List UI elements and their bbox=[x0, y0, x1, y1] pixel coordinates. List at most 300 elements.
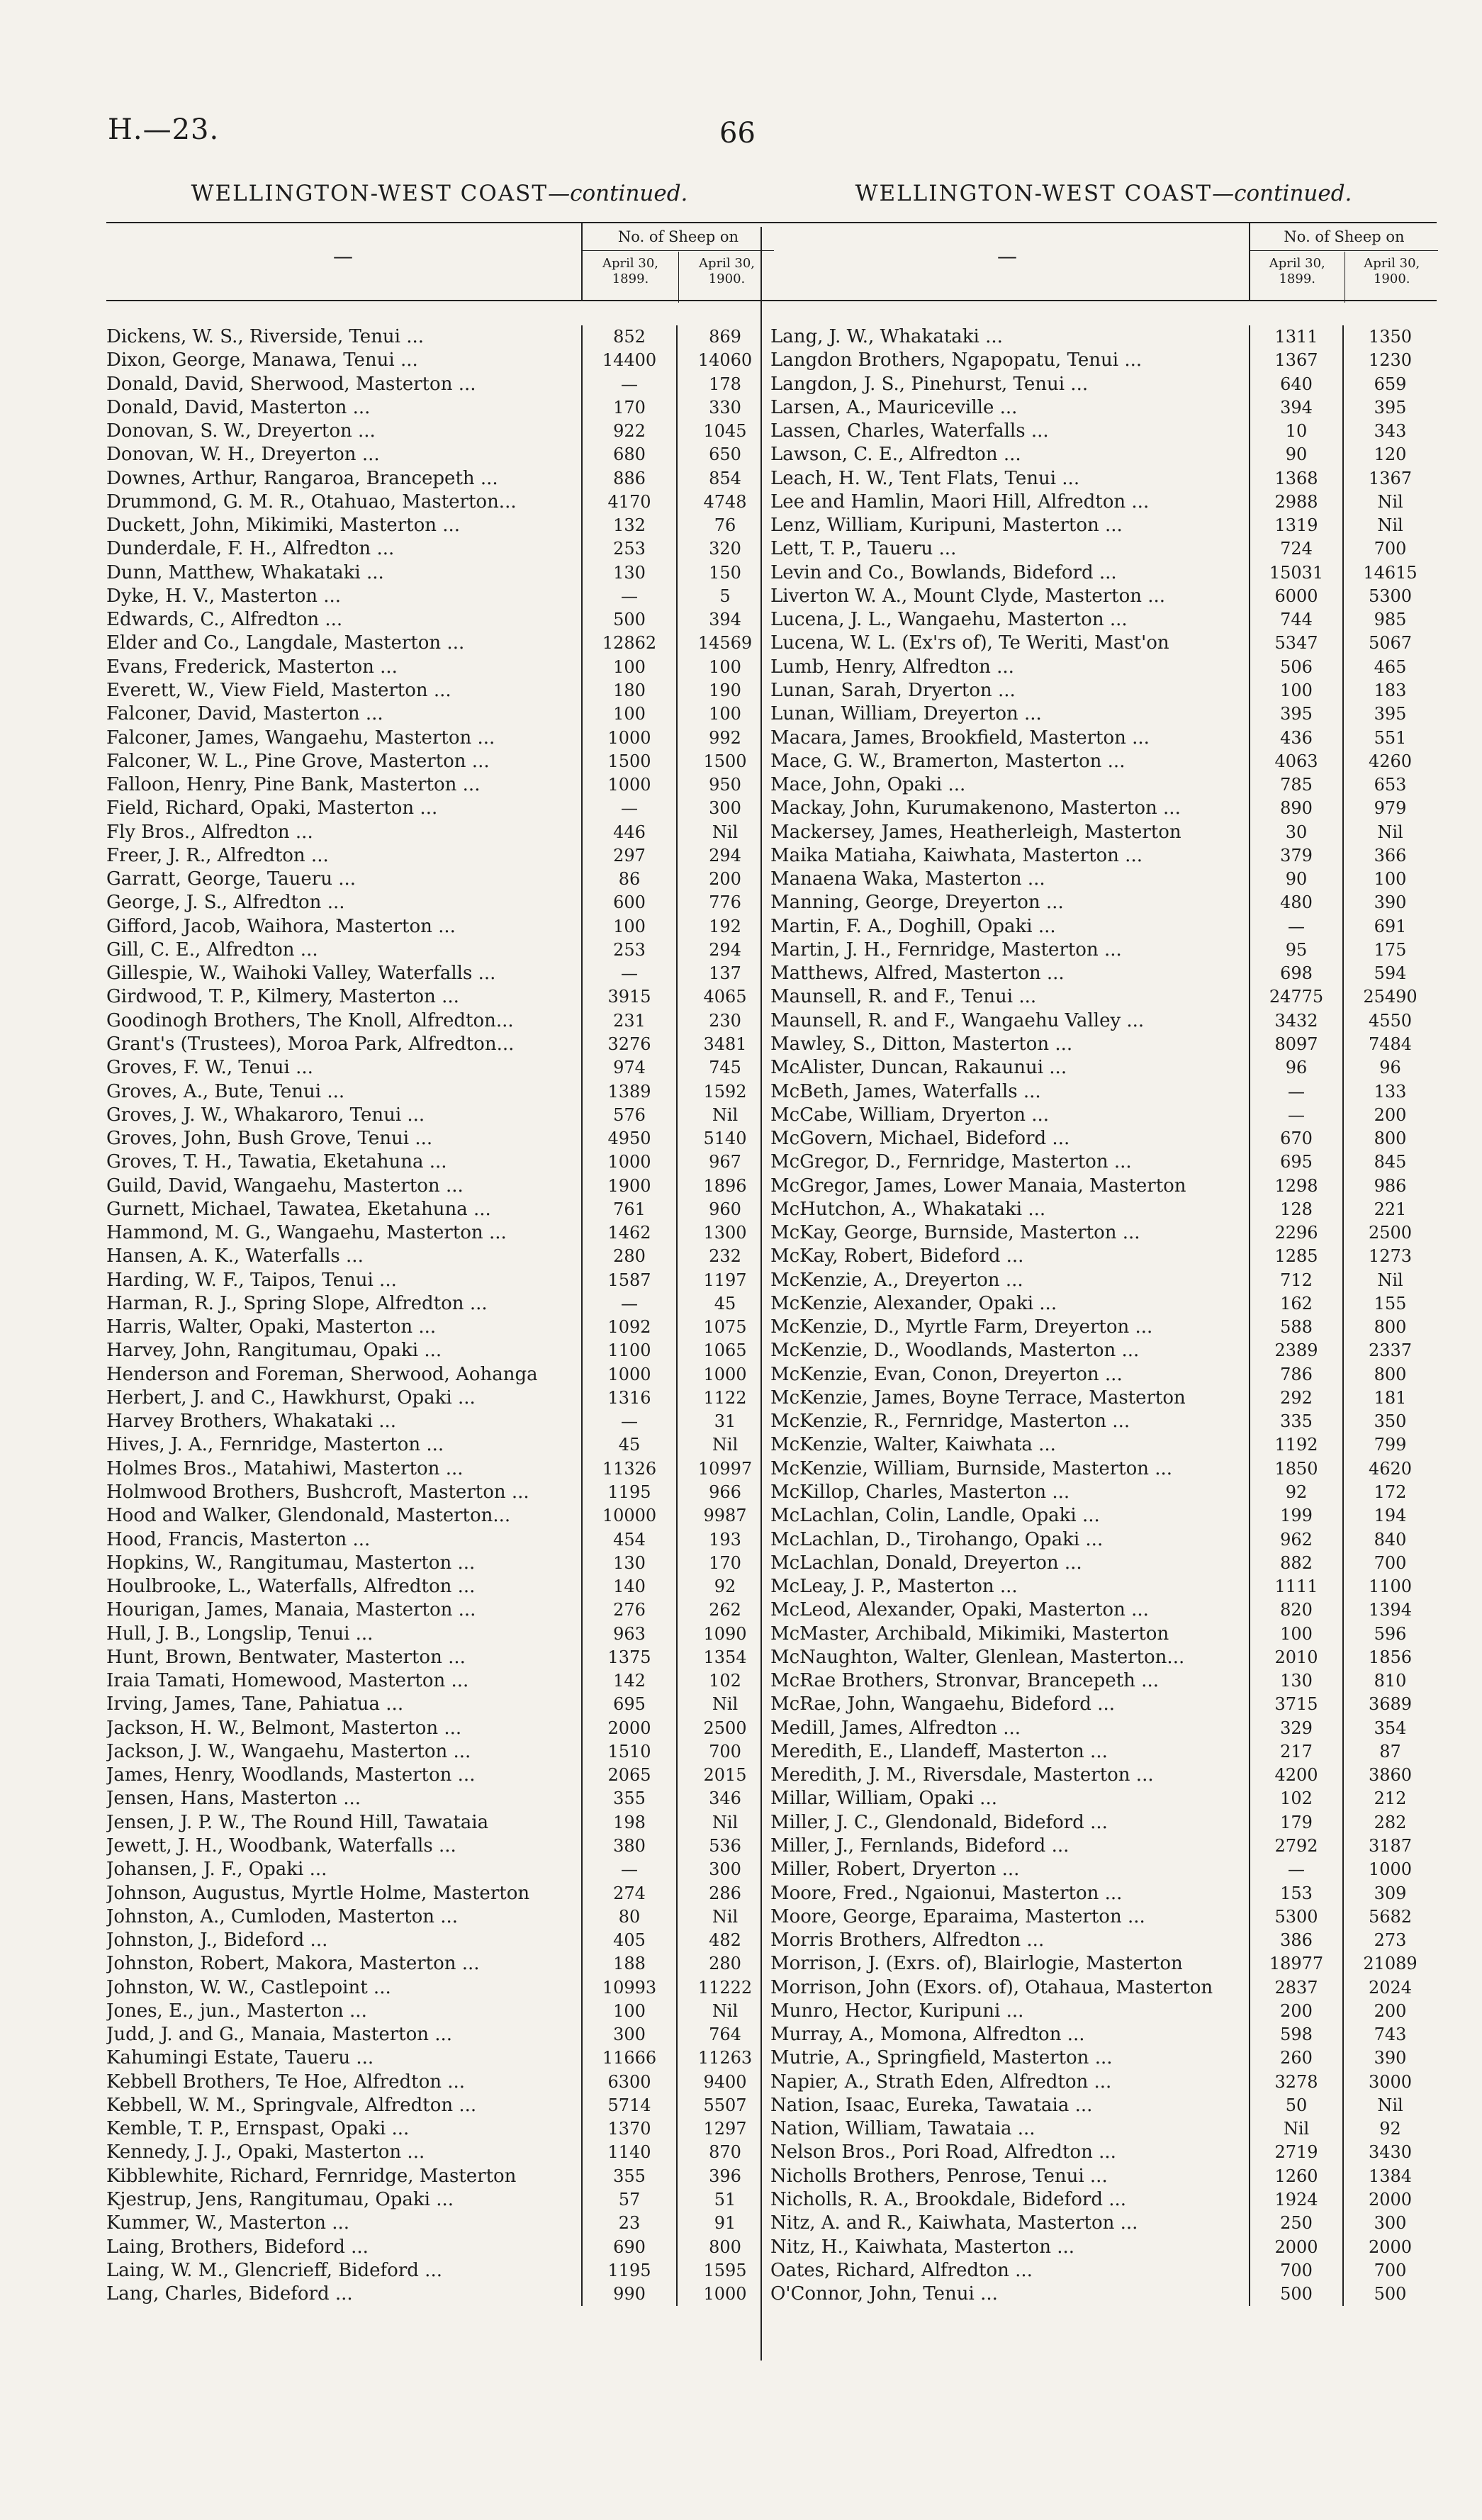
sheep-1900: 810 bbox=[1374, 1671, 1407, 1691]
sheep-1900: 200 bbox=[1374, 2000, 1407, 2021]
owner-name: Morrison, John (Exors. of), Otahaua, Masterton bbox=[770, 1976, 1213, 1998]
table-row bbox=[770, 2236, 1437, 2259]
sheep-1899: 698 bbox=[1280, 963, 1313, 984]
sheep-1899: 128 bbox=[1280, 1199, 1313, 1219]
owner-name: Johnson, Augustus, Myrtle Holme, Masterton bbox=[106, 1882, 530, 1904]
sheep-1899: — bbox=[1288, 916, 1305, 936]
table-row bbox=[770, 2023, 1437, 2046]
table-row bbox=[770, 1127, 1437, 1150]
owner-name: Langdon, J. S., Pinehurst, Tenui ... bbox=[770, 373, 1089, 395]
table-row bbox=[106, 537, 773, 561]
left-column bbox=[106, 181, 773, 2306]
table-row bbox=[770, 727, 1437, 750]
owner-name: McCabe, William, Dryerton ... bbox=[770, 1104, 1050, 1126]
sheep-1899: 1319 bbox=[1274, 515, 1318, 536]
sheep-1899: 153 bbox=[1280, 1883, 1313, 1903]
table-row bbox=[106, 1646, 773, 1669]
owner-name: Hourigan, James, Manaia, Masterton ... bbox=[106, 1599, 476, 1621]
sheep-1899: 162 bbox=[1280, 1293, 1313, 1314]
sheep-1900: 854 bbox=[709, 468, 741, 488]
sheep-1899: 1316 bbox=[607, 1387, 651, 1408]
sheep-1899: 395 bbox=[1280, 704, 1313, 724]
table-row bbox=[106, 727, 773, 750]
sheep-1899: 886 bbox=[613, 468, 646, 488]
owner-name: Garratt, George, Taueru ... bbox=[106, 868, 357, 890]
owner-name: Harding, W. F., Taipos, Tenui ... bbox=[106, 1269, 397, 1291]
table-row bbox=[770, 1858, 1437, 1881]
table-row bbox=[770, 1504, 1437, 1528]
owner-name: Medill, James, Alfredton ... bbox=[770, 1717, 1021, 1739]
sheep-1899: 3276 bbox=[607, 1034, 651, 1054]
table-row bbox=[770, 1693, 1437, 1716]
owner-name: Mackersey, James, Heatherleigh, Masterton bbox=[770, 821, 1181, 843]
sheep-1899: 95 bbox=[1285, 939, 1308, 960]
table-row bbox=[106, 891, 773, 914]
sheep-1900: 87 bbox=[1379, 1741, 1401, 1762]
sheep-1899: 8097 bbox=[1274, 1034, 1318, 1054]
owner-name: Harman, R. J., Spring Slope, Alfredton ... bbox=[106, 1292, 488, 1314]
sheep-1900: 320 bbox=[709, 539, 741, 559]
sheep-1900: Nil bbox=[712, 1694, 739, 1715]
table-row bbox=[770, 750, 1437, 773]
sheep-1900: 1075 bbox=[703, 1317, 747, 1338]
table-row bbox=[770, 891, 1437, 914]
owner-name: Evans, Frederick, Masterton ... bbox=[106, 656, 398, 678]
owner-name: Levin and Co., Bowlands, Bideford ... bbox=[770, 561, 1117, 583]
sheep-1899: 130 bbox=[1280, 1671, 1313, 1691]
table-row bbox=[106, 656, 773, 679]
table-row bbox=[770, 349, 1437, 372]
sheep-1899: 1370 bbox=[607, 2119, 651, 2139]
sheep-1900: 1000 bbox=[703, 2284, 747, 2305]
sheep-1899: 4950 bbox=[607, 1129, 651, 1149]
sheep-1900: 346 bbox=[709, 1788, 741, 1809]
table-row bbox=[770, 1457, 1437, 1481]
table-row bbox=[106, 1598, 773, 1622]
sheep-1899: 100 bbox=[613, 656, 646, 677]
table-row bbox=[770, 1363, 1437, 1387]
owner-name: Donovan, S. W., Dreyerton ... bbox=[106, 420, 376, 442]
sheep-1899: 380 bbox=[613, 1836, 646, 1856]
owner-name: Hull, J. B., Longslip, Tenui ... bbox=[106, 1623, 374, 1645]
sheep-1899: 253 bbox=[613, 939, 646, 960]
owner-name: Donald, David, Masterton ... bbox=[106, 396, 371, 418]
owner-name: Houlbrooke, L., Waterfalls, Alfredton ... bbox=[106, 1576, 476, 1598]
sheep-1900: 10997 bbox=[697, 1458, 753, 1479]
sheep-1899: 5714 bbox=[607, 2095, 651, 2115]
sheep-1900: 799 bbox=[1374, 1435, 1407, 1455]
page-number: 66 bbox=[719, 117, 756, 150]
sheep-1900: 3000 bbox=[1368, 2071, 1413, 2092]
table-row bbox=[770, 1552, 1437, 1575]
sheep-1899: 4063 bbox=[1274, 751, 1318, 771]
sheep-1899: — bbox=[621, 1411, 638, 1432]
owner-name: Manning, George, Dreyerton ... bbox=[770, 892, 1064, 914]
sheep-1899: 11666 bbox=[602, 2048, 657, 2068]
owner-name: Dickens, W. S., Riverside, Tenui ... bbox=[106, 326, 425, 347]
owner-name: Martin, F. A., Doghill, Opaki ... bbox=[770, 915, 1056, 937]
table-row bbox=[106, 1764, 773, 1787]
owner-name: Lumb, Henry, Alfredton ... bbox=[770, 656, 1014, 678]
table-row bbox=[770, 420, 1437, 443]
owner-name: James, Henry, Woodlands, Masterton ... bbox=[106, 1764, 476, 1786]
table-row bbox=[770, 1292, 1437, 1316]
sheep-1899: 695 bbox=[613, 1694, 646, 1715]
owner-name: Liverton W. A., Mount Clyde, Masterton ... bbox=[770, 585, 1166, 607]
sheep-1900: 465 bbox=[1374, 656, 1407, 677]
owner-name: Nitz, A. and R., Kaiwhata, Masterton ... bbox=[770, 2212, 1138, 2234]
sheep-1900: 2000 bbox=[1368, 2236, 1413, 2257]
table-row bbox=[770, 396, 1437, 420]
table-row bbox=[770, 1316, 1437, 1339]
sheep-1900: 150 bbox=[709, 562, 741, 583]
sheep-1899: 260 bbox=[1280, 2048, 1313, 2068]
table-row bbox=[106, 325, 773, 349]
sheep-1899: 446 bbox=[613, 822, 646, 842]
sheep-1899: 200 bbox=[1280, 2000, 1313, 2021]
owner-name: Dunderdale, F. H., Alfredton ... bbox=[106, 538, 395, 560]
sheep-1899: 744 bbox=[1280, 610, 1313, 630]
owner-name: Dixon, George, Manawa, Tenui ... bbox=[106, 349, 418, 371]
sheep-1900: Nil bbox=[712, 2000, 739, 2021]
sheep-1900: 366 bbox=[1374, 845, 1407, 866]
sheep-1899: — bbox=[621, 798, 638, 819]
sheep-1899: 1140 bbox=[607, 2142, 651, 2163]
sheep-1900: 1367 bbox=[1368, 468, 1413, 488]
sheep-1899: 250 bbox=[1280, 2213, 1313, 2234]
sheep-1899: 170 bbox=[613, 397, 646, 418]
owner-name: Johnston, A., Cumloden, Masterton ... bbox=[106, 1905, 459, 1927]
owner-name: Munro, Hector, Kuripuni ... bbox=[770, 2000, 1024, 2022]
sheep-1900: 286 bbox=[709, 1883, 741, 1903]
table-row bbox=[106, 1717, 773, 1740]
sheep-1900: 800 bbox=[1374, 1317, 1407, 1338]
table-row bbox=[106, 2023, 773, 2046]
sheep-1900: 221 bbox=[1374, 1199, 1407, 1219]
sheep-1900: 5067 bbox=[1368, 633, 1413, 654]
owner-name: Dunn, Matthew, Whakataki ... bbox=[106, 561, 384, 583]
sheep-1899: 132 bbox=[613, 515, 646, 536]
table-row bbox=[770, 2165, 1437, 2188]
table-row bbox=[106, 1198, 773, 1221]
sheep-1899: 922 bbox=[613, 421, 646, 442]
owner-name: Moore, George, Eparaima, Masterton ... bbox=[770, 1905, 1145, 1927]
table-row bbox=[770, 2283, 1437, 2306]
table-row bbox=[770, 656, 1437, 679]
table-row bbox=[106, 1858, 773, 1881]
sheep-1900: 3430 bbox=[1368, 2142, 1413, 2163]
table-row bbox=[106, 1009, 773, 1033]
table-row bbox=[770, 962, 1437, 985]
table-row bbox=[770, 2094, 1437, 2117]
sheep-1900: 14615 bbox=[1363, 562, 1418, 583]
sheep-1900: 194 bbox=[1374, 1506, 1407, 1526]
table-row bbox=[106, 702, 773, 726]
table-row bbox=[770, 373, 1437, 396]
table-row bbox=[106, 679, 773, 702]
sheep-1899: 11326 bbox=[602, 1458, 657, 1479]
owner-name: Donald, David, Sherwood, Masterton ... bbox=[106, 373, 476, 395]
owner-name: McRae Brothers, Stronvar, Brancepeth ... bbox=[770, 1670, 1159, 1692]
table-row bbox=[106, 868, 773, 891]
sheep-1900: 3187 bbox=[1368, 1836, 1413, 1856]
owner-name: Freer, J. R., Alfredton ... bbox=[106, 844, 329, 866]
owner-name: Dyke, H. V., Masterton ... bbox=[106, 585, 342, 607]
sheep-1899: 24775 bbox=[1269, 987, 1324, 1007]
table-row bbox=[106, 608, 773, 632]
sheep-1900: 3689 bbox=[1368, 1694, 1413, 1715]
table-row bbox=[106, 1952, 773, 1976]
sheep-1900: 1045 bbox=[703, 421, 747, 442]
sheep-1899: 2792 bbox=[1274, 1836, 1318, 1856]
table-row bbox=[770, 1245, 1437, 1268]
table-row bbox=[106, 915, 773, 939]
owner-name: Mutrie, A., Springfield, Masterton ... bbox=[770, 2047, 1113, 2069]
sheep-1899: 2000 bbox=[607, 1718, 651, 1738]
sheep-1899: 86 bbox=[618, 869, 641, 890]
owner-name: Mawley, S., Ditton, Masterton ... bbox=[770, 1033, 1073, 1055]
owner-name: Kahumingi Estate, Taueru ... bbox=[106, 2047, 374, 2069]
table-row bbox=[770, 1717, 1437, 1740]
table-row bbox=[770, 773, 1437, 797]
sheep-1899: 180 bbox=[613, 680, 646, 700]
owner-name: Falconer, David, Masterton ... bbox=[106, 703, 383, 725]
table-row bbox=[106, 1033, 773, 1056]
table-row bbox=[106, 1740, 773, 1764]
sheep-1899: 276 bbox=[613, 1600, 646, 1620]
table-row bbox=[770, 1811, 1437, 1835]
sheep-1899: 199 bbox=[1280, 1506, 1313, 1526]
sheep-1899: 690 bbox=[613, 2236, 646, 2257]
owner-name: Lunan, William, Dreyerton ... bbox=[770, 703, 1042, 725]
table-row bbox=[770, 585, 1437, 608]
table-row bbox=[106, 443, 773, 466]
table-row bbox=[770, 821, 1437, 844]
sheep-1900: 4550 bbox=[1368, 1010, 1413, 1031]
owner-name: Jensen, J. P. W., The Round Hill, Tawataia bbox=[106, 1811, 489, 1833]
sheep-1899: 297 bbox=[613, 845, 646, 866]
sheep-1900: 294 bbox=[709, 939, 741, 960]
sheep-1900: 700 bbox=[1374, 1552, 1407, 1573]
sheep-1899: 700 bbox=[1280, 2260, 1313, 2280]
sheep-1900: 745 bbox=[709, 1058, 741, 1078]
sheep-1899: 852 bbox=[613, 327, 646, 347]
name-column-heading: — bbox=[997, 245, 1017, 268]
owner-name: Langdon Brothers, Ngapopatu, Tenui ... bbox=[770, 349, 1143, 371]
owner-name: Nicholls, R. A., Brookdale, Bideford ... bbox=[770, 2188, 1127, 2210]
sheep-1899: 1389 bbox=[607, 1081, 651, 1102]
table-row bbox=[106, 985, 773, 1009]
owner-name: Nation, Isaac, Eureka, Tawataia ... bbox=[770, 2094, 1093, 2116]
table-row bbox=[770, 1056, 1437, 1080]
sheep-1900: 4065 bbox=[703, 987, 747, 1007]
sheep-1900: 354 bbox=[1374, 1718, 1407, 1738]
sheep-1900: Nil bbox=[712, 1906, 739, 1927]
sheep-1900: 280 bbox=[709, 1954, 741, 1974]
sheep-1900: 500 bbox=[1374, 2284, 1407, 2305]
table-row bbox=[770, 844, 1437, 868]
table-row bbox=[106, 2071, 773, 2094]
table-row bbox=[770, 1387, 1437, 1410]
owner-name: Maunsell, R. and F., Wangaehu Valley ... bbox=[770, 1009, 1145, 1031]
owner-name: Harris, Walter, Opaki, Masterton ... bbox=[106, 1316, 437, 1338]
sheep-1900: 9400 bbox=[703, 2071, 747, 2092]
sheep-1900: 396 bbox=[709, 2166, 741, 2186]
table-row bbox=[106, 1056, 773, 1080]
sheep-1899: 786 bbox=[1280, 1364, 1313, 1384]
sheep-1900: 14569 bbox=[697, 633, 753, 654]
sheep-1899: 588 bbox=[1280, 1317, 1313, 1338]
table-row bbox=[770, 679, 1437, 702]
owner-name: Martin, J. H., Fernridge, Masterton ... bbox=[770, 939, 1122, 961]
owner-name: Nation, William, Tawataia ... bbox=[770, 2118, 1035, 2140]
sheep-1900: 193 bbox=[709, 1529, 741, 1550]
owner-name: McNaughton, Walter, Glenlean, Masterton... bbox=[770, 1646, 1185, 1668]
sheep-1899: 130 bbox=[613, 562, 646, 583]
sheep-1899: 5347 bbox=[1274, 633, 1318, 654]
sheep-1899: 274 bbox=[613, 1883, 646, 1903]
sheep-1899: 130 bbox=[613, 1552, 646, 1573]
sheep-1899: 5300 bbox=[1274, 1906, 1318, 1927]
owner-name: Jewett, J. H., Woodbank, Waterfalls ... bbox=[106, 1835, 456, 1857]
owner-name: McAlister, Duncan, Rakaunui ... bbox=[770, 1057, 1067, 1079]
table-row bbox=[770, 1080, 1437, 1104]
table-column-header bbox=[106, 223, 773, 301]
sheep-1899: 335 bbox=[1280, 1411, 1313, 1432]
owner-name: Lang, J. W., Whakataki ... bbox=[770, 326, 1003, 347]
sheep-1900: 294 bbox=[709, 845, 741, 866]
sheep-1899: 1368 bbox=[1274, 468, 1318, 488]
sheep-1899: 2719 bbox=[1274, 2142, 1318, 2163]
owner-name: McKenzie, William, Burnside, Masterton ... bbox=[770, 1457, 1173, 1479]
table-row bbox=[770, 1528, 1437, 1552]
owner-name: Miller, J., Fernlands, Bideford ... bbox=[770, 1835, 1070, 1857]
table-row bbox=[106, 1269, 773, 1292]
table-row bbox=[106, 2117, 773, 2141]
table-row bbox=[106, 1080, 773, 1104]
sheep-1900: 390 bbox=[1374, 892, 1407, 913]
owner-name: Millar, William, Opaki ... bbox=[770, 1788, 997, 1810]
owner-name: Maika Matiaha, Kaiwhata, Masterton ... bbox=[770, 844, 1143, 866]
owner-name: Harvey Brothers, Whakataki ... bbox=[106, 1411, 397, 1433]
table-row bbox=[106, 1905, 773, 1929]
table-row bbox=[770, 1433, 1437, 1457]
sheep-1899: 1000 bbox=[607, 727, 651, 748]
table-title: WELLINGTON-WEST COAST—continued. bbox=[855, 181, 1352, 206]
table-row bbox=[106, 1623, 773, 1646]
owner-name: George, J. S., Alfredton ... bbox=[106, 892, 345, 914]
owner-name: Groves, F. W., Tenui ... bbox=[106, 1057, 313, 1079]
sheep-1899: 454 bbox=[613, 1529, 646, 1550]
sheep-1899: 6300 bbox=[607, 2071, 651, 2092]
sheep-1900: 1394 bbox=[1368, 1600, 1413, 1620]
sheep-1899: 1195 bbox=[607, 1482, 651, 1503]
owner-name: Mace, John, Opaki ... bbox=[770, 774, 966, 796]
sheep-1900: 25490 bbox=[1363, 987, 1418, 1007]
sheep-1900: 309 bbox=[1374, 1883, 1407, 1903]
sheep-1899: 712 bbox=[1280, 1270, 1313, 1290]
owner-name: Gill, C. E., Alfredton ... bbox=[106, 939, 318, 961]
sheep-1899: — bbox=[621, 1293, 638, 1314]
sheep-1900: 300 bbox=[709, 1859, 741, 1880]
owner-name: Johnston, W. W., Castlepoint ... bbox=[106, 1976, 391, 1998]
table-row bbox=[770, 1740, 1437, 1764]
table-row bbox=[770, 1033, 1437, 1056]
sheep-1899: 355 bbox=[613, 1788, 646, 1809]
sheep-1900: 1000 bbox=[1368, 1859, 1413, 1880]
table-row bbox=[106, 1504, 773, 1528]
sheep-1900: 11222 bbox=[697, 1977, 753, 1998]
sheep-1900: 840 bbox=[1374, 1529, 1407, 1550]
table-row bbox=[106, 821, 773, 844]
sheep-1899: 500 bbox=[613, 610, 646, 630]
sheep-1900: 1350 bbox=[1368, 327, 1413, 347]
sheep-1899: 1111 bbox=[1274, 1577, 1318, 1597]
sheep-1900: 979 bbox=[1374, 798, 1407, 819]
sheep-1899: — bbox=[621, 586, 638, 606]
owner-name: Lucena, J. L., Wangaehu, Masterton ... bbox=[770, 609, 1128, 631]
table-row bbox=[106, 1811, 773, 1835]
sheep-1899: 3432 bbox=[1274, 1010, 1318, 1031]
sheep-1900: 1354 bbox=[703, 1647, 747, 1667]
table-row bbox=[770, 1009, 1437, 1033]
owner-name: Manaena Waka, Masterton ... bbox=[770, 868, 1045, 890]
sheep-1900: 395 bbox=[1374, 704, 1407, 724]
sheep-1899: 280 bbox=[613, 1246, 646, 1267]
sheep-1900: 1595 bbox=[703, 2260, 747, 2280]
table-row bbox=[106, 2165, 773, 2188]
owner-name: McKenzie, Evan, Conon, Dreyerton ... bbox=[770, 1363, 1123, 1385]
sheep-1899: 1298 bbox=[1274, 1175, 1318, 1196]
table-row bbox=[770, 1269, 1437, 1292]
table-row bbox=[106, 1175, 773, 1198]
sheep-1900: 1090 bbox=[703, 1623, 747, 1644]
sheep-count-heading: No. of Sheep on April 30, 1899. April 30, 1900. bbox=[1249, 223, 1438, 300]
table-row bbox=[770, 2212, 1437, 2235]
sheep-1899: 100 bbox=[1280, 680, 1313, 700]
owner-name: Hammond, M. G., Wangaehu, Masterton ... bbox=[106, 1222, 507, 1244]
sheep-1899: 1367 bbox=[1274, 350, 1318, 371]
table-row bbox=[770, 1787, 1437, 1810]
sheep-1900: 343 bbox=[1374, 421, 1407, 442]
table-row bbox=[106, 420, 773, 443]
sheep-1900: 1230 bbox=[1368, 350, 1413, 371]
owner-name: McLeay, J. P., Masterton ... bbox=[770, 1576, 1018, 1598]
right-column bbox=[770, 181, 1437, 2306]
owner-name: Jensen, Hans, Masterton ... bbox=[106, 1788, 361, 1810]
sheep-1900: 3481 bbox=[703, 1034, 747, 1054]
owner-name: Gillespie, W., Waihoki Valley, Waterfalls ... bbox=[106, 963, 496, 985]
owner-name: Kjestrup, Jens, Rangitumau, Opaki ... bbox=[106, 2188, 454, 2210]
sheep-1900: 1197 bbox=[703, 1270, 747, 1290]
owner-name: Fly Bros., Alfredton ... bbox=[106, 821, 313, 843]
owner-name: Oates, Richard, Alfredton ... bbox=[770, 2259, 1033, 2281]
sheep-1899: 10 bbox=[1285, 421, 1308, 442]
sheep-1900: 212 bbox=[1374, 1788, 1407, 1809]
sheep-1900: 102 bbox=[709, 1671, 741, 1691]
table-row bbox=[770, 443, 1437, 466]
sheep-1900: 192 bbox=[709, 916, 741, 936]
sheep-1899: — bbox=[1288, 1104, 1305, 1125]
sheep-1900: 2015 bbox=[703, 1765, 747, 1786]
owner-name: McKenzie, A., Dreyerton ... bbox=[770, 1269, 1023, 1291]
sheep-1900: 1065 bbox=[703, 1340, 747, 1361]
owner-name: Grant's (Trustees), Moroa Park, Alfredton... bbox=[106, 1033, 515, 1055]
owner-name: Field, Richard, Opaki, Masterton ... bbox=[106, 797, 438, 819]
owner-name: Groves, J. W., Whakaroro, Tenui ... bbox=[106, 1104, 425, 1126]
owner-name: Nitz, H., Kaiwhata, Masterton ... bbox=[770, 2236, 1075, 2258]
owner-name: Macara, James, Brookfield, Masterton ... bbox=[770, 727, 1150, 749]
